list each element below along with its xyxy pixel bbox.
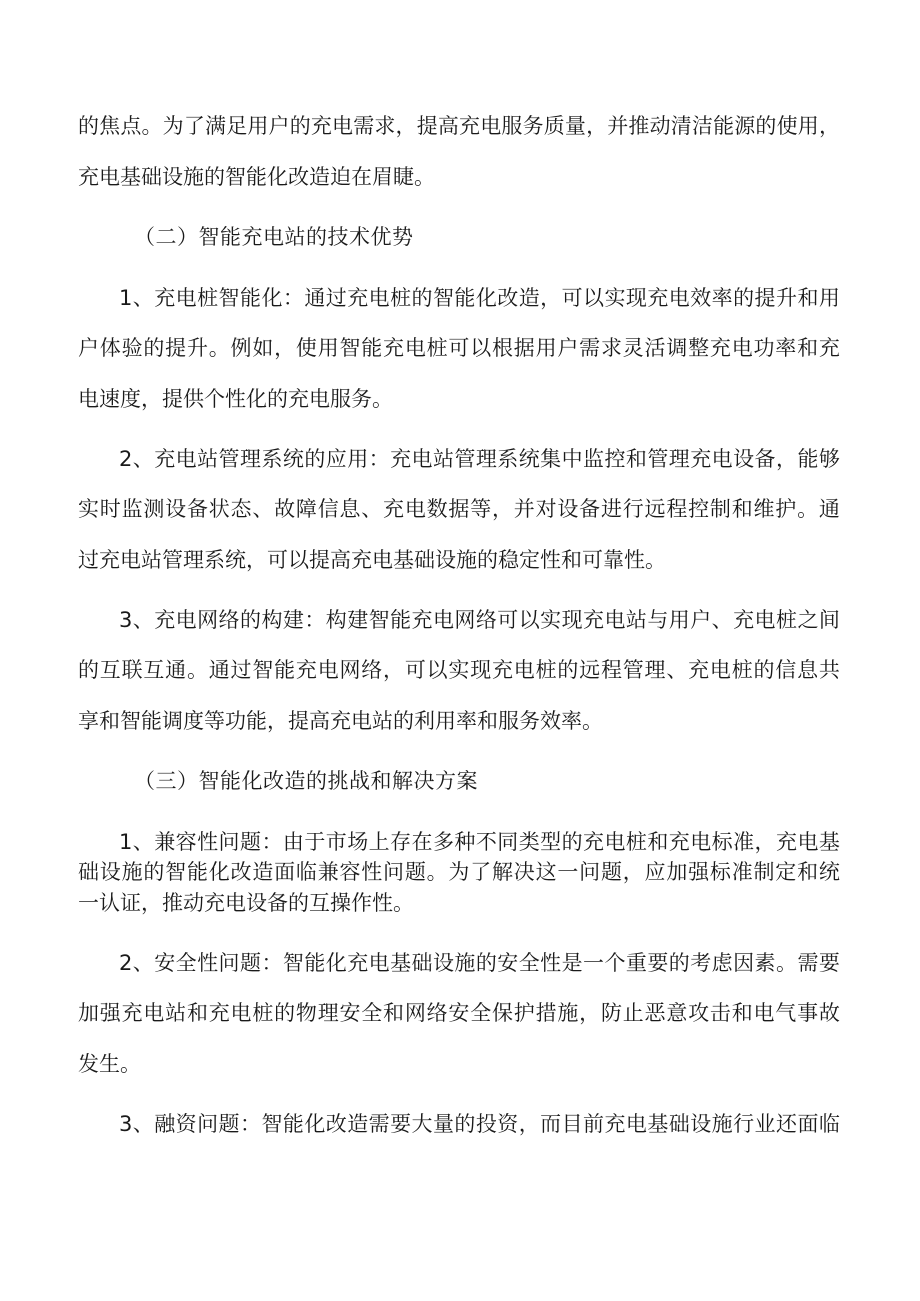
line-text: 2、充电站管理系统的应用：充电站管理系统集中监控和管理充电设备，能够 (119, 447, 841, 471)
text-line (0, 701, 920, 741)
text-line (0, 1104, 920, 1144)
heading-text: （二）智能充电站的技术优势 (134, 225, 414, 249)
line-text: 一认证，推动充电设备的互操作性。 (78, 891, 414, 915)
line-text: 1、充电桩智能化：通过充电桩的智能化改造，可以实现充电效率的提升和用 (119, 286, 841, 310)
line-text: 电速度，提供个性化的充电服务。 (78, 387, 393, 411)
line-text: 的焦点。为了满足用户的充电需求，提高充电服务质量，并推动清洁能源的使用， (78, 114, 841, 138)
line-text: 加强充电站和充电桩的物理安全和网络安全保护措施，防止恶意攻击和电气事故 (78, 1001, 841, 1025)
text-line (0, 540, 920, 580)
section-heading (0, 761, 920, 801)
text-line (0, 600, 920, 640)
text-line (0, 157, 920, 197)
text-line (0, 106, 920, 146)
line-text: 础设施的智能化改造面临兼容性问题。为了解决这一问题，应加强标准制定和统 (78, 860, 841, 884)
heading-text: （三）智能化改造的挑战和解决方案 (134, 769, 478, 793)
text-line (0, 943, 920, 983)
line-text: 2、安全性问题：智能化充电基础设施的安全性是一个重要的考虑因素。需要 (119, 951, 841, 975)
line-text: 过充电站管理系统，可以提高充电基础设施的稳定性和可靠性。 (78, 548, 666, 572)
text-line (0, 993, 920, 1033)
line-text: 3、充电网络的构建：构建智能充电网络可以实现充电站与用户、充电桩之间 (119, 608, 841, 632)
text-line (0, 1044, 920, 1084)
text-line (0, 439, 920, 479)
line-text: 实时监测设备状态、故障信息、充电数据等，并对设备进行远程控制和维护。通 (78, 497, 841, 521)
line-text: 充电基础设施的智能化改造迫在眉睫。 (78, 165, 435, 189)
text-line (0, 650, 920, 690)
line-text: 享和智能调度等功能，提高充电站的利用率和服务效率。 (78, 709, 603, 733)
line-text: 1、兼容性问题：由于市场上存在多种不同类型的充电桩和充电标准，充电基 (119, 830, 841, 854)
line-text: 3、融资问题：智能化改造需要大量的投资，而目前充电基础设施行业还面临 (119, 1112, 841, 1136)
line-text: 户体验的提升。例如，使用智能充电桩可以根据用户需求灵活调整充电功率和充 (78, 336, 841, 360)
text-line (0, 328, 920, 368)
text-line (0, 883, 920, 923)
text-line (0, 379, 920, 419)
text-line (0, 489, 920, 529)
section-heading (0, 217, 920, 257)
line-text: 发生。 (78, 1052, 141, 1076)
text-line (0, 278, 920, 318)
line-text: 的互联互通。通过智能充电网络，可以实现充电桩的远程管理、充电桩的信息共 (78, 658, 841, 682)
